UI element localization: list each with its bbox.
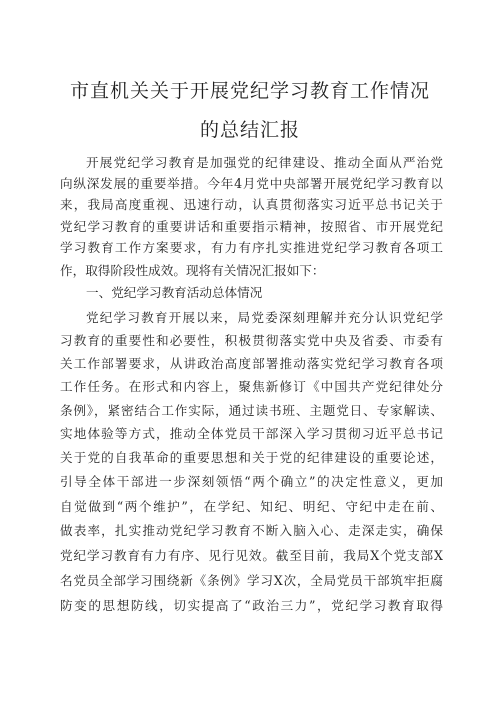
document-title-line-2: 的总结汇报 [199, 119, 300, 141]
body-line: 学习教育工作方案要求，有力有序扎实推进党纪学习教育各项工 [60, 240, 443, 255]
body-line: 作，取得阶段性成效。现将有关情况汇报如下： [60, 263, 325, 278]
body-line: 工作任务。在形式和内容上，聚焦新修订《中国共产党纪律处分 [60, 379, 443, 394]
body-line: 关工作部署要求，从讲政治高度部署推动落实党纪学习教育各项 [60, 356, 443, 371]
body-line: 党纪学习教育的重要讲话和重要指示精神，按照省、市开展党纪 [60, 219, 443, 234]
body-line: 党纪学习教育开展以来，局党委深刻理解并充分认识党纪学 [86, 310, 443, 325]
body-line: 自觉做到“两个维护”，在学纪、知纪、明纪、守纪中走在前、 [60, 499, 443, 514]
section-heading: 一、党纪学习教育活动总体情况 [86, 285, 263, 300]
body-line: 防变的思想防线，切实提高了“政治三力”，党纪学习教育取得 [60, 598, 443, 613]
body-line: 关于党的自我革命的重要思想和关于党的纪律建设的重要论述， [60, 450, 443, 465]
body-line: 做表率，扎实推动党纪学习教育不断入脑入心、走深走实，确保 [60, 523, 443, 538]
body-line: 实地体验等方式，推动全体党员干部深入学习贯彻习近平总书记 [60, 426, 443, 441]
body-line: 来，我局高度重视、迅速行动，认真贯彻落实习近平总书记关于 [60, 197, 443, 212]
body-line: 名党员全部学习围绕新《条例》学习X次，全局党员干部筑牢拒腐 [60, 573, 443, 588]
body-line: 习教育的重要性和必要性，积极贯彻落实党中央及省委、市委有 [60, 333, 443, 348]
document-title-line-1: 市直机关关于开展党纪学习教育工作情况 [69, 80, 430, 102]
body-line: 条例》，紧密结合工作实际，通过读书班、主题党日、专家解读、 [60, 403, 443, 418]
body-line: 党纪学习教育有力有序、见行见效。截至目前，我局X个党支部X [60, 548, 443, 563]
body-line: 向纵深发展的重要举措。今年4月党中央部署开展党纪学习教育以 [60, 176, 443, 191]
body-line: 开展党纪学习教育是加强党的纪律建设、推动全面从严治党 [86, 155, 443, 170]
body-line: 引导全体干部进一步深刻领悟“两个确立”的决定性意义，更加 [60, 474, 443, 489]
